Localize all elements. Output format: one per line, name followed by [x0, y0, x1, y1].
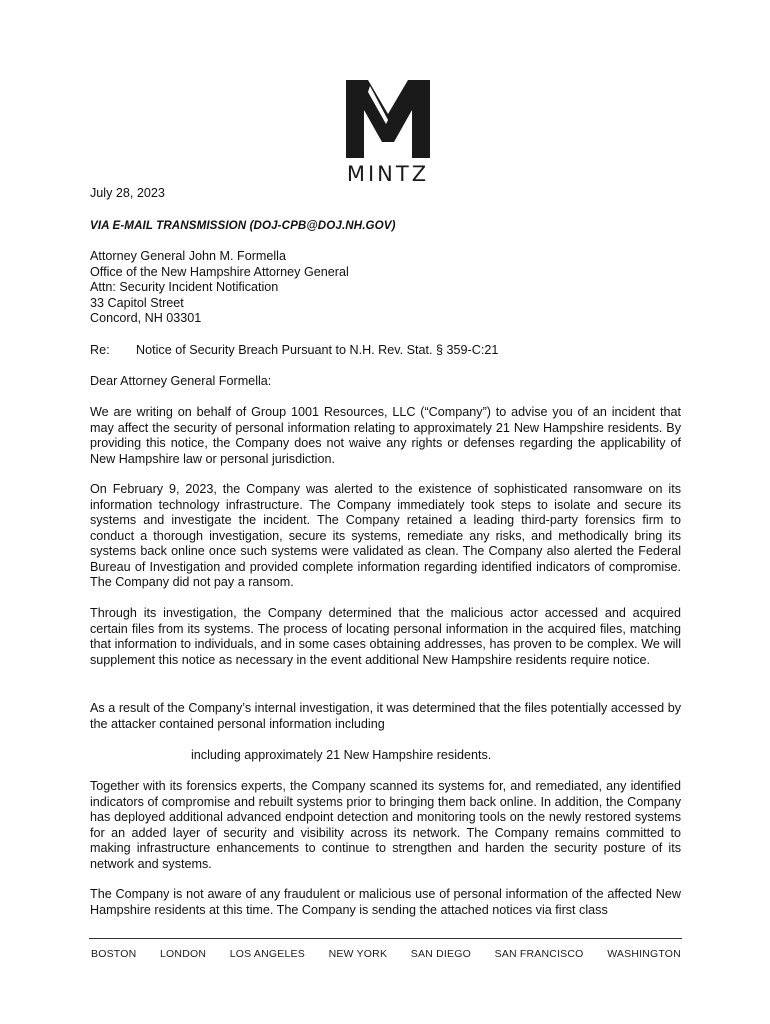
addressee-line: 33 Capitol Street — [90, 295, 184, 310]
letter-date: July 28, 2023 — [90, 186, 165, 200]
office-location: BOSTON — [91, 948, 137, 960]
addressee-block — [90, 249, 681, 327]
transmission-text: VIA E-MAIL TRANSMISSION (DOJ-CPB@DOJ.NH.GOV) — [90, 219, 396, 232]
re-line — [90, 343, 681, 359]
addressee-line: Office of the New Hampshire Attorney General — [90, 264, 349, 279]
body-paragraph: Through its investigation, the Company determined that the malicious actor accessed and acquired certain files from its systems. The process of locating personal information in the acquired files, matching that information to individuals, and in some cases obtaining addresses, has proven to be complex. We will supplement this notice as necessary in the event additional New Hampshire residents require notice. — [90, 606, 681, 667]
addressee-line: Attn: Security Incident Notification — [90, 280, 279, 294]
office-location: SAN FRANCISCO — [494, 948, 584, 960]
re-label: Re: — [90, 343, 110, 357]
salutation: Dear Attorney General Formella: — [90, 374, 272, 388]
firm-name: MINTZ — [346, 162, 430, 186]
office-location: LOS ANGELES — [229, 948, 305, 960]
transmission-line — [90, 218, 681, 234]
body-paragraph: As a result of the Company’s internal investigation, it was determined that the files potentially accessed by the attacker contained personal information including — [90, 701, 681, 731]
body-paragraph: The Company is not aware of any fraudulent or malicious use of personal information of the affected New Hampshire residents at this time. The Company is sending the attached notices via first class — [90, 887, 681, 917]
addressee-line: Attorney General John M. Formella — [90, 249, 286, 263]
indented-text: including approximately 21 New Hampshire residents. — [191, 748, 492, 762]
body-paragraph: On February 9, 2023, the Company was alerted to the existence of sophisticated ransomware on its information technology infrastructure. The Company immediately took steps to isolate and secure its systems and investigate the incident. The Company retained a leading third-party forensics firm to conduct a thorough investigation, secure its systems, remediate any risks, and methodically bring its systems back online once such systems were validated as clean. The Company also alerted the Federal Bureau of Investigation and provided complete information regarding identified indicators of compromise. The Company did not pay a ransom. — [90, 482, 681, 589]
body-paragraph-indented — [90, 748, 681, 764]
re-subject: Notice of Security Breach Pursuant to N.H. Rev. Stat. § 359-C:21 — [136, 343, 499, 357]
mintz-m-logo-icon — [346, 80, 430, 158]
office-location: LONDON — [160, 948, 207, 960]
footer-offices — [91, 948, 681, 960]
mintz-logo — [346, 80, 430, 158]
body-paragraph: Together with its forensics experts, the Company scanned its systems for, and remediated, any identified indicators of compromise and rebuilt systems prior to bringing them back online. In addition, the Company has deployed additional advanced endpoint detection and monitoring tools on the newly restored systems for an added layer of security and visibility across its network. The Company remains committed to making infrastructure enhancements to continue to strengthen and harden the security posture of its network and systems. — [90, 779, 681, 871]
office-location: WASHINGTON — [607, 948, 681, 960]
office-location: NEW YORK — [328, 948, 388, 960]
footer-divider — [89, 938, 682, 939]
addressee-line: Concord, NH 03301 — [90, 311, 202, 325]
body-paragraph: We are writing on behalf of Group 1001 Resources, LLC (“Company”) to advise you of an incident that may affect the security of personal information relating to approximately 21 New Hampshire residents. By providing this notice, the Company does not waive any rights or defenses regarding the applicability of New Hampshire law or personal jurisdiction. — [90, 405, 681, 466]
office-location: SAN DIEGO — [410, 948, 471, 960]
